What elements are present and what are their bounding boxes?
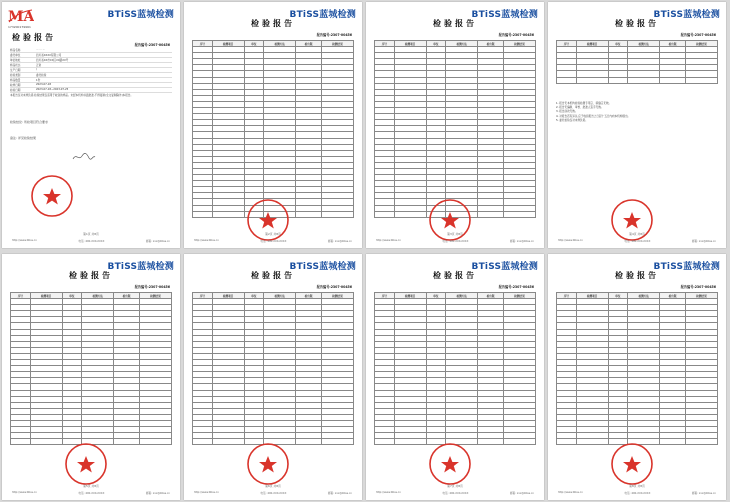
table-cell — [478, 211, 504, 217]
brand-logo: BTiSS蓝城检测 — [289, 10, 356, 20]
cover-field-value: 四川省XX市XX区XX路XX号 — [36, 59, 69, 62]
report-page-8 — [548, 254, 726, 500]
report-title: 检验报告 — [69, 270, 113, 280]
cover-field-label: 检验类别 — [10, 74, 21, 77]
table-cell — [503, 439, 535, 445]
table-cell — [193, 211, 213, 217]
results-table — [556, 40, 718, 84]
table-cell — [375, 211, 395, 217]
table-header-cell: 检测项目 — [212, 293, 244, 299]
contact-bar: http://www.btiss.cn 电话: 400-XXX-XXXX 邮箱: xxx@btiss.cn — [376, 491, 534, 495]
cma-code: 173200179961 — [8, 25, 31, 29]
brand-logo: BTiSS蓝城检测 — [471, 262, 538, 272]
table-cell — [478, 439, 504, 445]
table-header-cell: 检出限 — [660, 293, 686, 299]
contact-bar: http://www.btiss.cn 电话: 400-XXX-XXXX 邮箱: xxx@btiss.cn — [558, 491, 716, 495]
brand-logo: BTiSS蓝城检测 — [471, 10, 538, 20]
table-header-cell: 检测方法 — [446, 293, 478, 299]
conclusion: 检验结论: 所检项目符合要求 — [10, 120, 48, 124]
cover-field-value: 委托检验 — [36, 74, 47, 77]
note-line: 1. 报告无本机构检验检测专用章、骑缝章无效。 — [556, 102, 612, 105]
report-number: 报告编号:2307-00456 — [134, 285, 170, 289]
table-header-cell: 序号 — [557, 41, 577, 47]
table-header-cell: 检测方法 — [628, 293, 660, 299]
page-footer: 第3页 共8页 — [447, 232, 463, 236]
note-line: 3. 报告涂改无效。 — [556, 110, 578, 114]
table-header-cell: 序号 — [193, 41, 213, 47]
table-cell — [212, 439, 244, 445]
note-line: 2. 报告无编制、审核、批准人签字无效。 — [556, 106, 604, 110]
report-number: 报告编号:2307-00456 — [316, 285, 352, 289]
table-header-cell: 序号 — [375, 293, 395, 299]
table-header-cell: 检测方法 — [264, 41, 296, 47]
table-cell — [394, 211, 426, 217]
cover-field-value: 四川省XXXX有限公司 — [36, 54, 62, 57]
cover-field-value: 正常 — [36, 64, 42, 67]
table-header-cell: 检测方法 — [264, 293, 296, 299]
page-footer: 第2页 共8页 — [265, 232, 281, 236]
note-line: 5. 委托检验仅对来样负责。 — [556, 118, 588, 122]
note-line: 4. 对报告若有异议,应于收到报告之日起十五日内向本机构提出。 — [556, 114, 631, 118]
brand-logo: BTiSS蓝城检测 — [107, 262, 174, 272]
table-cell — [296, 211, 322, 217]
contact-bar: http://www.btiss.cn 电话: 400-XXX-XXXX 邮箱: xxx@btiss.cn — [12, 239, 170, 243]
table-cell — [576, 439, 608, 445]
signature — [72, 152, 96, 162]
table-cell — [321, 439, 353, 445]
table-cell — [296, 439, 322, 445]
table-header-cell: 检测项目 — [576, 293, 608, 299]
table-cell — [576, 77, 608, 83]
contact-bar: http://www.btiss.cn 电话: 400-XXX-XXXX 邮箱: xxx@btiss.cn — [558, 239, 716, 243]
table-header-cell: 检出限 — [296, 41, 322, 47]
results-table — [374, 40, 536, 218]
report-page-4 — [548, 2, 726, 248]
table-header-cell: 检测结果 — [321, 41, 353, 47]
contact-bar: http://www.btiss.cn 电话: 400-XXX-XXXX 邮箱: xxx@btiss.cn — [194, 491, 352, 495]
cover-field — [10, 88, 172, 93]
table-header-cell: 检测项目 — [394, 293, 426, 299]
table-cell — [139, 439, 171, 445]
official-seal-icon — [64, 442, 108, 486]
results-table — [556, 292, 718, 445]
page-footer: 第8页 共8页 — [629, 484, 645, 488]
brand-logo: BTiSS蓝城检测 — [107, 10, 174, 20]
table-cell — [557, 439, 577, 445]
official-seal-icon — [30, 174, 74, 218]
results-table — [10, 292, 172, 445]
official-seal-icon — [246, 442, 290, 486]
report-title: 检验报告 — [251, 270, 295, 280]
report-number: 报告编号:2307-00456 — [498, 285, 534, 289]
table-header-cell: 序号 — [375, 41, 395, 47]
table-header-cell: 单位 — [244, 41, 264, 47]
table-header-cell: 检出限 — [660, 41, 686, 47]
table-cell — [660, 439, 686, 445]
svg-text:MA: MA — [8, 9, 34, 24]
page-footer: 第5页 共8页 — [83, 484, 99, 488]
page-footer: 第6页 共8页 — [265, 484, 281, 488]
table-header-cell: 序号 — [557, 293, 577, 299]
statement: 本报告仅对来样负责,检验结果仅适用于收到的样品。未经本机构书面批准,不得复制(全文复制除外)本报告。 — [10, 94, 133, 97]
report-number: 报告编号:2307-00456 — [680, 285, 716, 289]
table-header-cell: 检出限 — [296, 293, 322, 299]
table-header-cell: 检测结果 — [139, 293, 171, 299]
table-cell — [608, 77, 628, 83]
page-footer: 第1页 共8页 — [83, 232, 99, 236]
report-title: 检验报告 — [615, 18, 659, 28]
report-page-5 — [2, 254, 180, 500]
table-header-cell: 序号 — [11, 293, 31, 299]
cover-field-label: 委托单位 — [10, 54, 21, 57]
table-row — [557, 77, 718, 83]
report-number: 报告编号:2307-00456 — [316, 33, 352, 37]
table-cell — [685, 439, 717, 445]
report-title: 检验报告 — [12, 32, 56, 42]
contact-bar: http://www.btiss.cn 电话: 400-XXX-XXXX 邮箱: xxx@btiss.cn — [194, 239, 352, 243]
remark: 备注: 详见检验结果 — [10, 136, 36, 140]
table-cell — [394, 439, 426, 445]
results-table — [192, 40, 354, 218]
contact-bar: http://www.btiss.cn 电话: 400-XXX-XXXX 邮箱: xxx@btiss.cn — [12, 491, 170, 495]
cover-field-value: 2023-07-18 — [36, 83, 52, 86]
table-header-cell: 单位 — [608, 293, 628, 299]
table-header-cell: 检测结果 — [685, 41, 717, 47]
table-cell — [503, 211, 535, 217]
table-header-cell: 检测结果 — [321, 293, 353, 299]
report-title: 检验报告 — [433, 18, 477, 28]
table-header-cell: 检测结果 — [685, 293, 717, 299]
brand-logo: BTiSS蓝城检测 — [653, 10, 720, 20]
table-header-cell: 检出限 — [478, 41, 504, 47]
cover-field-label: 收样日期 — [10, 84, 21, 87]
cover-field-value: ··· ··· ··· — [36, 48, 46, 51]
table-header-cell: 检测方法 — [82, 293, 114, 299]
table-header-cell: 检测方法 — [628, 41, 660, 47]
table-header-cell: 单位 — [426, 41, 446, 47]
cover-field-label: 检验日期 — [10, 89, 21, 92]
cover-field-value: 2023-07-18~2023-07-25 — [36, 88, 69, 91]
table-header-cell: 序号 — [193, 293, 213, 299]
table-header-cell: 检出限 — [478, 293, 504, 299]
report-notes — [556, 102, 718, 123]
brand-logo: BTiSS蓝城检测 — [289, 262, 356, 272]
cma-logo-icon — [8, 8, 34, 24]
page-footer: 第4页 共8页 — [629, 232, 645, 236]
report-title: 检验报告 — [251, 18, 295, 28]
table-cell — [30, 439, 62, 445]
results-table — [192, 292, 354, 445]
official-seal-icon — [610, 442, 654, 486]
cover-info — [10, 48, 172, 93]
table-header-cell: 检测结果 — [503, 293, 535, 299]
table-cell — [212, 211, 244, 217]
contact-bar: http://www.btiss.cn 电话: 400-XXX-XXXX 邮箱: xxx@btiss.cn — [376, 239, 534, 243]
table-header-cell: 检出限 — [114, 293, 140, 299]
brand-logo: BTiSS蓝城检测 — [653, 262, 720, 272]
cover-field-label: 单位地址 — [10, 59, 21, 62]
cover-field-value: 1份 — [36, 79, 41, 82]
table-cell — [193, 439, 213, 445]
report-page-2 — [184, 2, 362, 248]
cover-field-value: / — [36, 68, 37, 71]
table-header-cell: 检测结果 — [503, 41, 535, 47]
table-header-cell: 检测项目 — [394, 41, 426, 47]
results-table — [374, 292, 536, 445]
page-footer: 第7页 共8页 — [447, 484, 463, 488]
cover-field-label: 样品名称 — [10, 49, 21, 52]
report-page-7 — [366, 254, 544, 500]
cover-field-label: 生产日期 — [10, 69, 21, 72]
table-cell — [375, 439, 395, 445]
table-header-cell: 单位 — [426, 293, 446, 299]
table-header-cell: 检测项目 — [212, 41, 244, 47]
report-page-6 — [184, 254, 362, 500]
report-number: 报告编号:2307-00456 — [498, 33, 534, 37]
table-cell — [660, 77, 686, 83]
official-seal-icon — [428, 442, 472, 486]
report-number: 报告编号:2307-00456 — [134, 43, 170, 47]
table-header-cell: 单位 — [62, 293, 82, 299]
table-header-cell: 单位 — [244, 293, 264, 299]
table-header-cell: 单位 — [608, 41, 628, 47]
cover-field-label: 样品状态 — [10, 64, 21, 67]
report-page-1 — [2, 2, 180, 248]
table-header-cell: 检测项目 — [576, 41, 608, 47]
report-number: 报告编号:2307-00456 — [680, 33, 716, 37]
table-cell — [321, 211, 353, 217]
cover-field-label: 样品数量 — [10, 79, 21, 82]
table-cell — [11, 439, 31, 445]
report-page-3 — [366, 2, 544, 248]
table-header-cell: 检测方法 — [446, 41, 478, 47]
table-cell — [114, 439, 140, 445]
table-cell — [685, 77, 717, 83]
table-cell — [628, 77, 660, 83]
table-cell — [557, 77, 577, 83]
report-title: 检验报告 — [615, 270, 659, 280]
table-header-cell: 检测项目 — [30, 293, 62, 299]
report-title: 检验报告 — [433, 270, 477, 280]
